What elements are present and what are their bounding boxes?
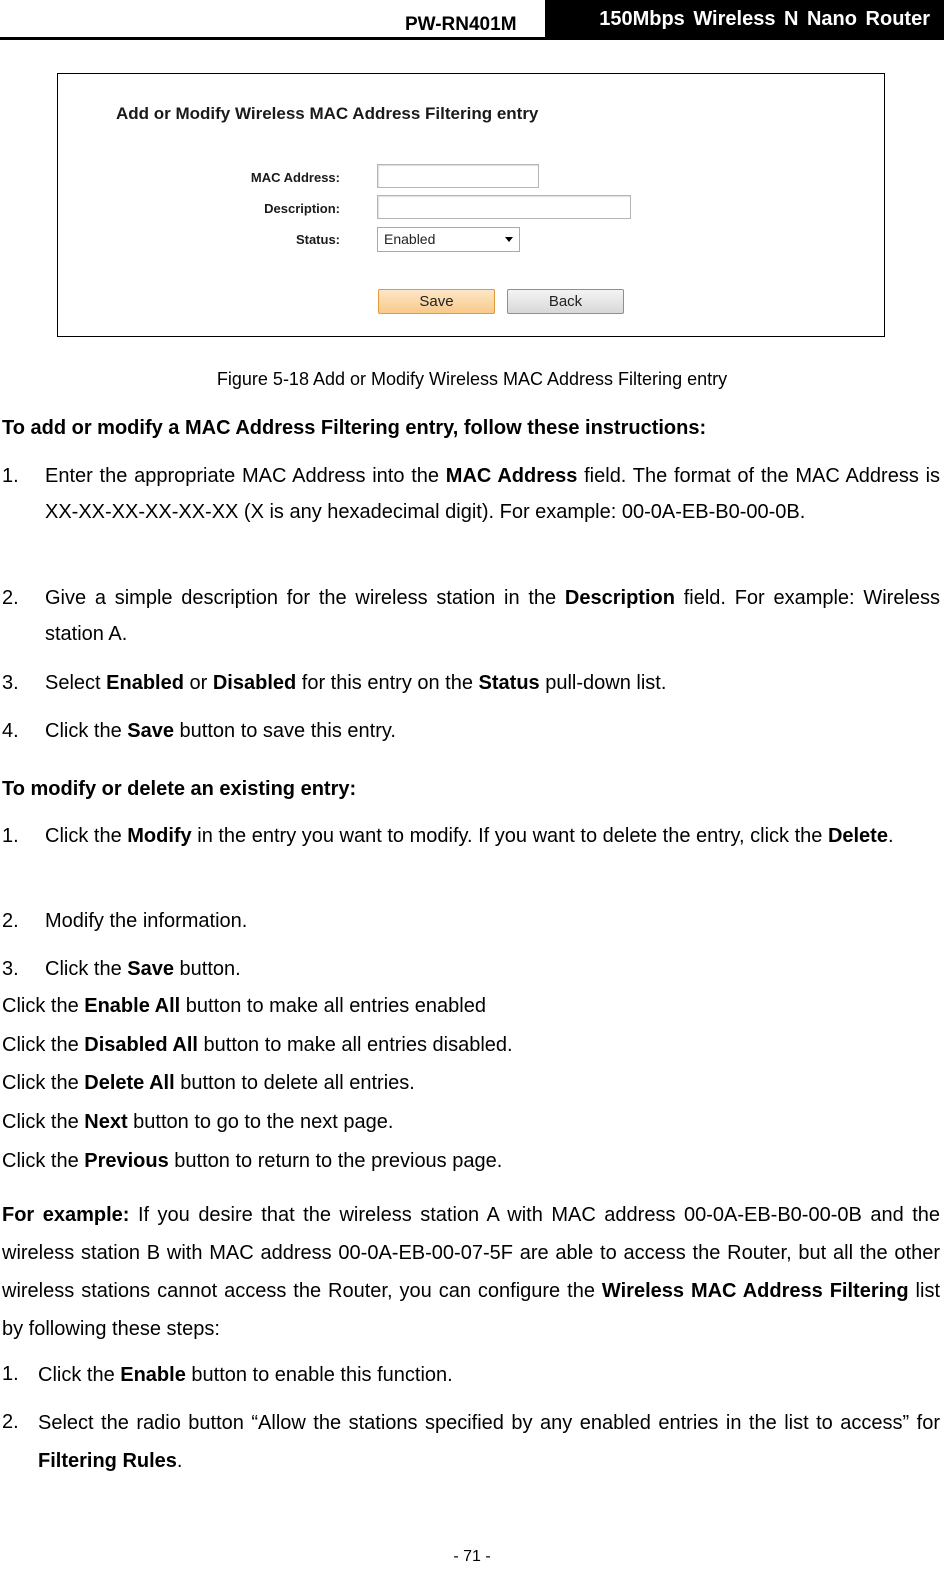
- step-text: Enter the appropriate MAC Address into the MAC Address field. The format of the MAC Address is XX-XX-XX-XX-XX-XX (X is any hexadecimal digit). For example: 00-0A-EB-B0-00-0B.: [45, 465, 941, 523]
- screenshot-figure: [57, 73, 885, 337]
- status-label: Status:: [295, 232, 340, 247]
- button-description-line: Click the Previous button to return to the previous page.: [2, 1150, 503, 1172]
- page-header: [0, 0, 944, 40]
- step-number: 2.: [2, 1411, 19, 1433]
- step-number: 3.: [2, 958, 19, 980]
- heading-modify-delete: To modify or delete an existing entry:: [2, 778, 357, 800]
- header-rule: [0, 37, 944, 40]
- page-number: - 71 -: [453, 1548, 491, 1565]
- step-text: Give a simple description for the wireless station in the Description field. For example: Wireless station A.: [45, 587, 941, 645]
- button-description-line: Click the Next button to go to the next page.: [2, 1111, 394, 1133]
- button-description-line: Click the Delete All button to delete all entries.: [2, 1072, 415, 1094]
- figure-caption: Figure 5-18 Add or Modify Wireless MAC Address Filtering entry: [216, 369, 728, 389]
- description-label: Description:: [264, 201, 340, 216]
- step-text: Click the Save button.: [45, 958, 241, 980]
- back-button[interactable]: Back: [507, 289, 624, 314]
- button-description-line: Click the Disabled All button to make all entries disabled.: [2, 1034, 513, 1056]
- product-title: 150Mbps Wireless N Nano Router: [545, 0, 944, 38]
- chevron-down-icon: [505, 237, 513, 242]
- step-number: 1.: [2, 465, 19, 487]
- description-input[interactable]: [377, 195, 631, 219]
- step-number: 4.: [2, 720, 19, 742]
- model-name: PW-RN401M: [405, 14, 517, 35]
- step-text: Click the Save button to save this entry.: [45, 720, 396, 742]
- step-text: Modify the information.: [45, 910, 248, 932]
- step-text: Select the radio button “Allow the stations specified by any enabled entries in the list to access” for Filtering Rules.: [38, 1412, 940, 1472]
- mac-address-input[interactable]: [377, 164, 539, 188]
- step-number: 2.: [2, 910, 19, 932]
- save-button[interactable]: Save: [378, 289, 495, 314]
- mac-address-label: MAC Address:: [250, 170, 340, 185]
- step-text: Click the Enable button to enable this function.: [38, 1364, 453, 1386]
- heading-add-modify: To add or modify a MAC Address Filtering entry, follow these instructions:: [2, 417, 707, 439]
- step-number: 3.: [2, 672, 19, 694]
- example-paragraph: For example: If you desire that the wireless station A with MAC address 00-0A-EB-B0-00-0B and the wireless station B with MAC address 00-0A-EB-00-07-5F are able to access the Router, but all the other wireless stations cannot access the Router, you can configure the Wireless MAC Address Filtering list by following these steps:: [2, 1204, 941, 1340]
- step-number: 2.: [2, 587, 19, 609]
- step-text: Select Enabled or Disabled for this entry on the Status pull-down list.: [45, 672, 667, 694]
- button-description-line: Click the Enable All button to make all entries enabled: [2, 995, 486, 1017]
- step-number: 1.: [2, 1363, 19, 1385]
- step-number: 1.: [2, 825, 19, 847]
- status-select[interactable]: [377, 227, 520, 252]
- form-title: Add or Modify Wireless MAC Address Filtering entry: [116, 104, 539, 123]
- status-selected-value: Enabled: [384, 231, 436, 247]
- step-text: Click the Modify in the entry you want to modify. If you want to delete the entry, click the Delete.: [45, 825, 894, 847]
